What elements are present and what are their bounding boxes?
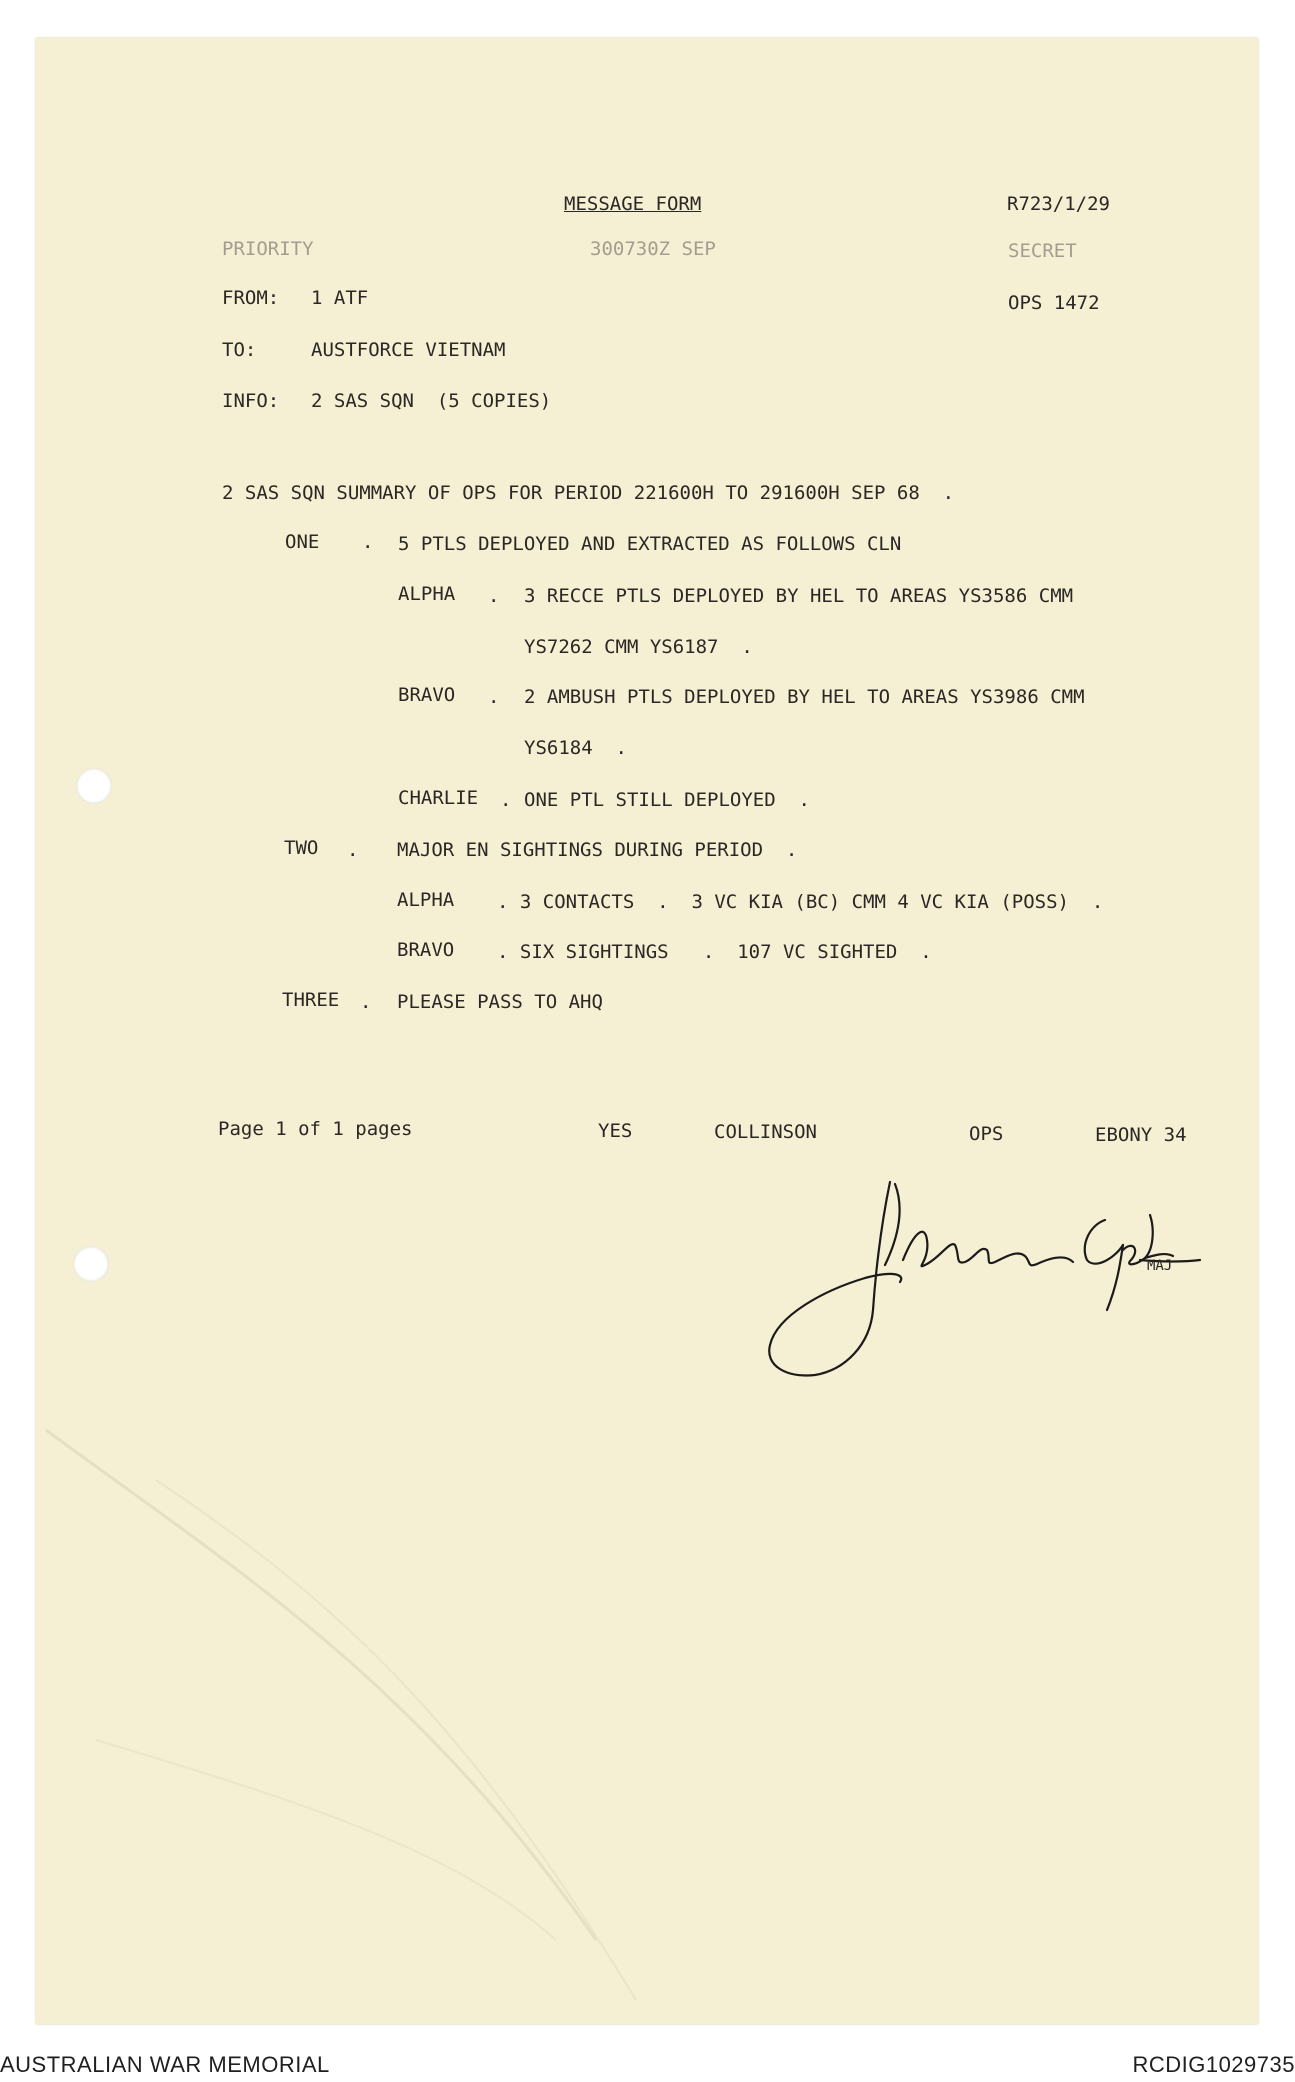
para-three-label: THREE (282, 989, 340, 1011)
para-one-label: ONE (285, 531, 320, 553)
from-value: 1 ATF (311, 287, 369, 309)
struck-rank: MAJ (1147, 1258, 1173, 1274)
one-alpha-line1: 3 RECCE PTLS DEPLOYED BY HEL TO AREAS YS3586 CMM (524, 585, 1074, 607)
two-bravo-text: . SIX SIGHTINGS . 107 VC SIGHTED . (497, 941, 932, 963)
two-alpha-text: . 3 CONTACTS . 3 VC KIA (BC) CMM 4 VC KIA (POSS) . (497, 891, 1104, 913)
footer-left: AUSTRALIAN WAR MEMORIAL (0, 2052, 330, 2077)
one-alpha-line2: YS7262 CMM YS6187 . (524, 636, 753, 658)
info-value: 2 SAS SQN (5 COPIES) (311, 390, 552, 412)
one-bravo-label: BRAVO (398, 684, 456, 706)
para-three-dot: . (360, 991, 372, 1013)
one-bravo-line2: YS6184 . (524, 737, 627, 759)
classification-label: SECRET (1008, 240, 1077, 262)
message-subject: 2 SAS SQN SUMMARY OF OPS FOR PERIOD 221600H TO 291600H SEP 68 . (222, 482, 955, 504)
to-label: TO: (222, 339, 257, 361)
para-two-label: TWO (284, 837, 319, 859)
to-value: AUSTFORCE VIETNAM (311, 339, 506, 361)
telephone-ref: EBONY 34 (1095, 1124, 1187, 1146)
two-bravo-label: BRAVO (397, 939, 455, 961)
punch-hole-top (76, 768, 112, 804)
ops-number: OPS 1472 (1008, 292, 1100, 314)
form-title: MESSAGE FORM (564, 193, 702, 215)
one-charlie-label: CHARLIE (398, 787, 479, 809)
page-count: Page 1 of 1 pages (218, 1118, 413, 1140)
originator-name: COLLINSON (714, 1121, 817, 1143)
one-bravo-line1: 2 AMBUSH PTLS DEPLOYED BY HEL TO AREAS YS3986 CMM (524, 686, 1085, 708)
footer-right: RCDIG1029735 (1132, 2052, 1295, 2077)
one-alpha-dot: . (488, 585, 500, 607)
para-two-dot: . (347, 839, 359, 861)
one-charlie-text: ONE PTL STILL DEPLOYED . (524, 789, 810, 811)
para-one-dot: . (362, 531, 374, 553)
para-two-text: MAJOR EN SIGHTINGS DURING PERIOD . (397, 839, 798, 861)
para-three-text: PLEASE PASS TO AHQ (397, 991, 603, 1013)
paper-crease-lines (36, 1420, 1258, 2020)
priority-label: PRIORITY (222, 238, 314, 260)
one-charlie-dot: . (500, 789, 512, 811)
originator-branch: OPS (969, 1123, 1004, 1145)
one-alpha-label: ALPHA (398, 583, 456, 605)
from-label: FROM: (222, 287, 280, 309)
info-label: INFO: (222, 390, 280, 412)
para-one-text: 5 PTLS DEPLOYED AND EXTRACTED AS FOLLOWS CLN (398, 533, 902, 555)
one-bravo-dot: . (488, 686, 500, 708)
date-time-group: 300730Z SEP (590, 238, 716, 260)
two-alpha-label: ALPHA (397, 889, 455, 911)
punch-hole-bottom (73, 1246, 109, 1282)
file-reference: R723/1/29 (1007, 193, 1110, 215)
authorised-flag: YES (598, 1120, 633, 1142)
handwritten-signature (755, 1170, 1215, 1380)
